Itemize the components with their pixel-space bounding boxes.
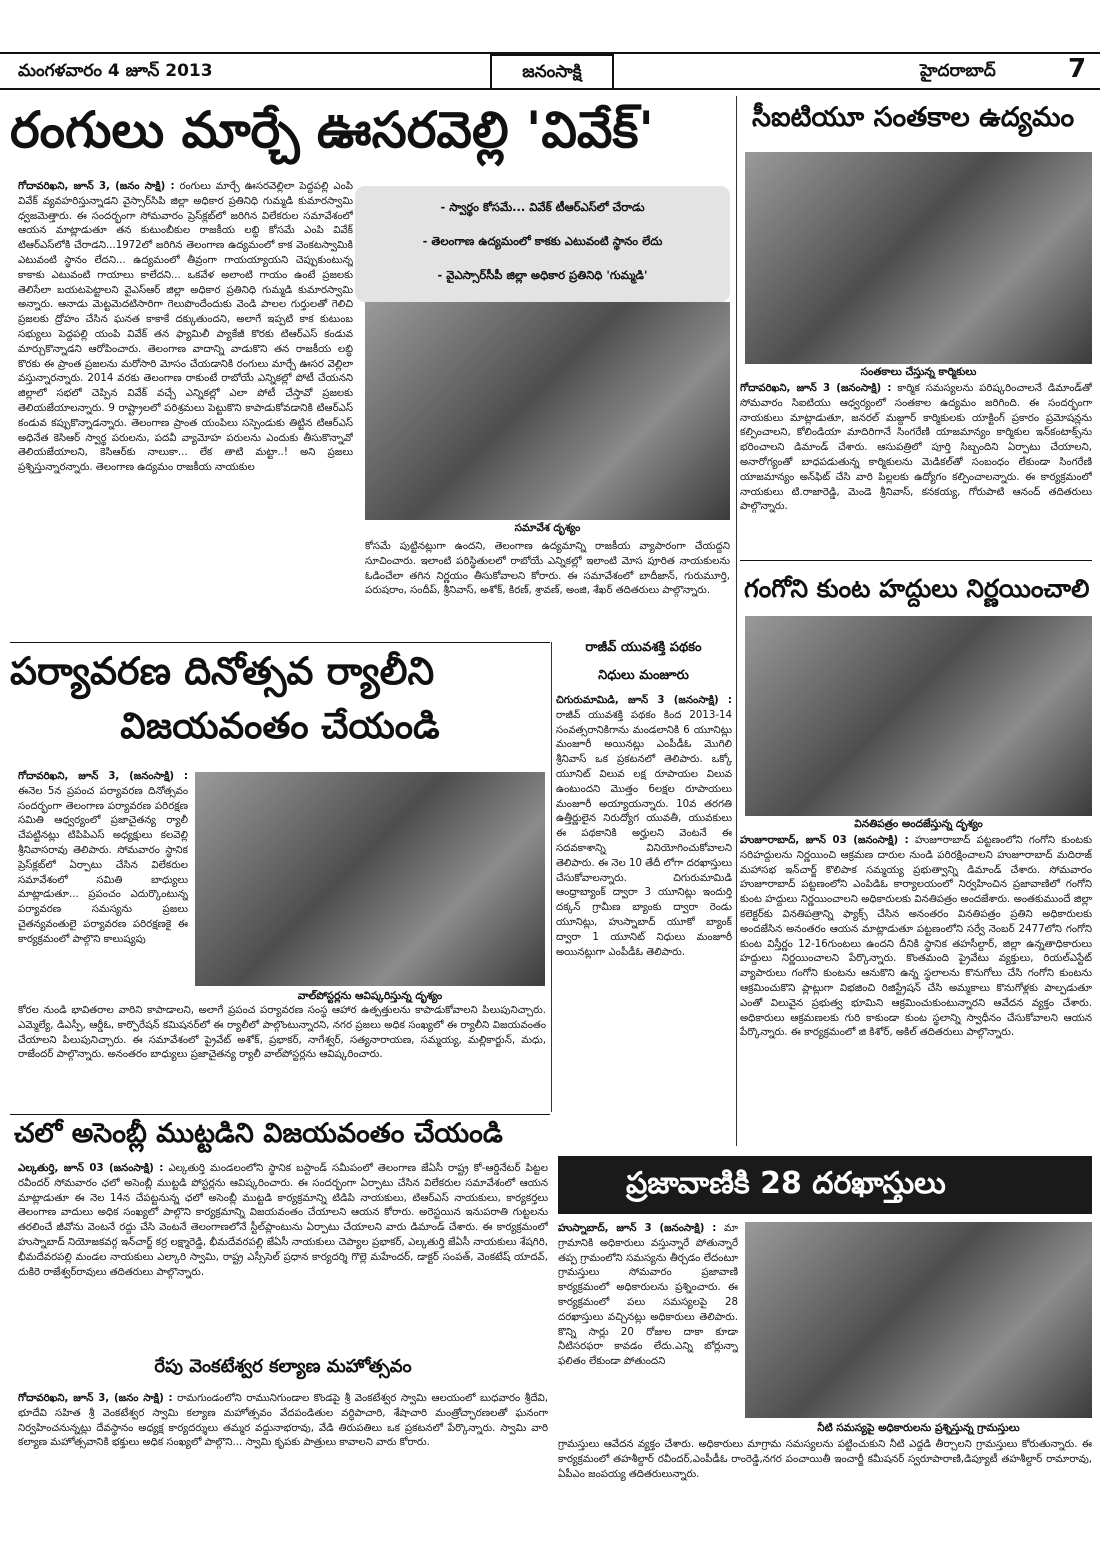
column-rule-middle bbox=[551, 642, 552, 1112]
story3-body-continued: కోరల నుండి భావితరాల వారిని కాపాడాలని, అలాగే ప్రపంచ పర్యావరణ సంస్థ ఆహార ఉత్పత్తులను కాపాడుకోవాలని పిలుపునిచ్చారు. ఎమ్మెల్యే, డిఎస్పీ, ఆర్డీఓ, కార్పొరేషన్ కమిషనర్‌లో ఈ ర్యాలీలో పాల్గొంటున్నారని, నగర ప్రజలు అధిక సంఖ్యలో ఈ ర్యాలీని విజయవంతం చేయాలని పిలుపునిచ్చారు. ఈ సమావేశంలో ప్రైవేట్ అశోక్, ప్రభాకర్, నాగేశ్వర్, సత్యనారాయణ, సమ్మయ్య, మల్లికార్జున్, మధు, రాజేందర్ పాల్గొన్నారు. అనంతరం బాధ్యులు ప్రజాచైతన్య ర్యాలీ వాల్‌పోస్టర్లను ఆవిష్కరించారు. bbox=[18, 1005, 546, 1061]
story6-dateline: ఎల్కతుర్తి, జూన్ 03 (జనంసాక్షి) : bbox=[18, 1163, 164, 1174]
story7-photo-caption: నీటి సమస్యపై అధికారులను ప్రశ్నిస్తున్న గ్రామస్తులు bbox=[817, 1422, 1020, 1434]
story3-text: ఈనెల 5న ప్రపంచ పర్యావరణ దినోత్సవం సందర్భంగా తెలంగాణ పర్యావరణ పరిరక్షణ సమితి ఆధ్వర్యంలో ప్రజాచైతన్య ర్యాలీ చేపట్టినట్లు టిపిపిఎస్ అధ్యక్షులు కలవెల్లి శ్రీనివాసరావు తెలిపారు. సోమవారం స్థానిక ప్రెస్‌క్లబ్‌లో ఏర్పాటు చేసిన విలేకరుల సమావేశంలో సమితి బాధ్యులు మాట్లాడుతూ... ప్రపంచం ఎదుర్కొంటున్న పర్యావరణ సమస్యను ప్రజలు చైతన్యవంతులై పర్యావరణ పరిరక్షణకై ఈ కార్యక్రమంలో పాల్గొని కాలుష్యపు bbox=[18, 785, 188, 945]
story3-divider bbox=[10, 642, 550, 643]
story7-headline-bar bbox=[558, 1156, 1092, 1214]
story4-title-line1: రాజీవ్ యువశక్తి పథకం bbox=[585, 640, 702, 655]
story3-photo bbox=[195, 772, 545, 986]
story5-headline: గంగోని కుంట హద్దులు నిర్ణయించాలి bbox=[744, 574, 1090, 603]
story5-photo-caption: వినతిపత్రం అందజేస్తున్న దృశ్యం bbox=[854, 818, 983, 830]
story7-text: మా గ్రామానికి అధికారులు వస్తున్నారే పోతున్నారే తప్ప గ్రామంలోని సమస్యను తీర్చడం లేదంటూ గ్రామస్తులు సోమవారం ప్రజావాణి కార్యక్రమంలో అధికారులను ప్రశ్నించారు. ఈ కార్యక్రమంలో పలు సమస్యలపై 28 దరఖాస్తులు వచ్చినట్లు అధికారులు తెలిపారు. కొన్ని సార్లు 20 రోజుల దాకా కూడా నీటిసరఫరా కావడం లేదు.ఎన్ని బోర్లున్నా ఫలితం లేకుండా పోతుందని bbox=[558, 1223, 738, 1368]
edition-city: హైదరాబాద్ bbox=[920, 61, 996, 81]
story2-divider bbox=[740, 560, 1092, 561]
story2-text: కార్మిక సమస్యలను పరిష్కరించాలనే డిమాండ్‌తో సోమవారం సిఐటియు ఆధ్వర్యంలో సంతకాల ఉద్యమం జరిగింది. ఈ సందర్భంగా నాయకులు మాట్లాడుతూ, జనరల్ మజ్దూర్ కార్మికులకు యాక్టింగ్ ప్రకారం ప్రమోషన్లను కల్పించాలని, కోలిండియా మాదిరిగానే సింగరేణి యాజమాన్యం కార్మికుల ఇన్‌కంటాక్స్‌ను భరించాలని డిమాండ్ చేశారు. ఆసుపత్రిలో పూర్తి సిబ్బందిని ఏర్పాటు చేయాలని, అనారోగ్యంతో బాధపడుతున్న కార్మికులను మెడికల్‌తో సంబంధం లేకుండా సింగరేణి యాజమాన్యం అన్‌ఫిట్ చేసి వారి పిల్లలకు ఉద్యోగం కల్పించాలన్నారు. ఈ కార్యక్రమంలో నాయకులు టి.రాజారెడ్డి, మెండె శ్రీనివాస్, కనకయ్య, గోరుపాటి ఆనంద్ తదితరులు పాల్గొన్నారు. bbox=[740, 383, 1092, 513]
masthead bbox=[0, 52, 1100, 88]
story3-photo-caption: వాల్‌పోస్టర్లను ఆవిష్కరిస్తున్న దృశ్యం bbox=[297, 990, 443, 1002]
story8-text: రామగుండంలోని రామునిగుండాల కొండపై శ్రీ వెంకటేశ్వర స్వామి ఆలయంలో బుధవారం శ్రీదేవి, భూదేవి సహిత శ్రీ వెంకటేశ్వర స్వామి కల్యాణ మహోత్సవం వేదపండితుల వర్ధిపాచారి, శేషాచారి మంత్రోచ్ఛారణలతో ఘనంగా నిర్వహించనున్నట్లు దేవస్థానం అధ్యక్ష కార్యదర్శులు తమ్మర వద్దునాభరావు, వేడి తిరుపతిలు ఒక ప్రకటనలో పేర్కొన్నారు. స్వామి వారి కల్యాణ మహోత్సవానికి భక్తులు అధిక సంఖ్యలో పాల్గొని... స్వామి కృపకు పాత్రులు కావాలని వారు కోరారు. bbox=[18, 1393, 548, 1449]
story3-headline-line2: విజయవంతం చేయండి bbox=[120, 706, 440, 747]
story2-headline: సీఐటియూ సంతకాల ఉద్యమం bbox=[752, 102, 1075, 133]
story7-dateline: హుస్నాబాద్, జూన్ 3 (జనంసాక్షి) : bbox=[558, 1223, 717, 1234]
story3-headline-line1: పర్యావరణ దినోత్సవ ర్యాలీని bbox=[10, 649, 435, 693]
story2-body bbox=[740, 382, 1092, 546]
story4-title-line2: నిధులు మంజూరు bbox=[598, 668, 689, 683]
story1-photo bbox=[365, 302, 730, 520]
story6-divider bbox=[10, 1114, 550, 1115]
story1-body bbox=[18, 180, 353, 636]
issue-date: మంగళవారం 4 జూన్ 2013 bbox=[18, 61, 213, 81]
story8-body bbox=[18, 1392, 548, 1502]
story8-dateline: గోదావరిఖని, జూన్ 3, (జనం సాక్షి) : bbox=[18, 1393, 173, 1404]
story1-dateline: గోదావరిఖని, జూన్ 3, (జనం సాక్షి) : bbox=[18, 181, 175, 192]
story3-dateline: గోదావరిఖని, జూన్ 3, (జనంసాక్షి) : bbox=[18, 771, 188, 782]
story4-body bbox=[556, 694, 732, 1138]
story7-headline: ప్రజావాణికి 28 దరఖాస్తులు bbox=[626, 1166, 946, 1201]
story6-body bbox=[18, 1162, 548, 1352]
story6-text: ఎల్కతుర్తి మండలంలోని స్థానిక బస్టాండ్ సమీపంలో తెలంగాణ జేఏసీ రాష్ట్ర కో-ఆర్డినేటర్ పిట్టల రవీందర్ సోమవారం ఛలో అసెంబ్లీ ముట్టడి పోస్టర్లను ఆవిష్కరించారు. ఈ సందర్భంగా ఏర్పాటు చేసిన విలేకరుల సమావేశంలో ఆయన మాట్లాడుతూ ఈ నెల 14న చేపట్టనున్న ఛలో అసెంబ్లీ ముట్టడి కార్యక్రమాన్ని టిడిపి నాయకులు, టిఆర్ఎస్ నాయకులు, కార్యకర్తలు తెలంగాణ వాదులు అధిక సంఖ్యలో పాల్గొని కార్యక్రమాన్ని విజయవంతం చేయాలని ఆయన కోరారు. అరెస్టయిన ఇనుపరాతి గుట్టలను తరలించే జీవోను వెంటనే రద్దు చేసి వెంటనే తెలంగాణలోనే స్టీల్‌ప్లాంటును ఏర్పాటు చేయాలని వారు డిమాండ్ చేశారు. ఈ కార్యక్రమంలో హుస్నాబాద్ నియోజకవర్గ ఇన్‌చార్జ్ కర్ర లక్ష్మారెడ్డి, భీమదేవరపల్లి జేఏసీ నాయకులు చెప్యాల ప్రభాకర్, ఎల్కతుర్తి జేఏసీ నాయకులు శేషగిరి, భీమదేవరపల్లి మండల నాయకులు ఎల్కారి స్వామి, రాష్ట్ర ఎస్సీసెల్ ప్రధాన కార్యదర్శి గొల్లె మహేందర్, డాక్టర్ సంపత్, వెంకటేష్ యాదవ్, దుకిరె రాజేశ్వర్‌రావులు తదితరులు పాల్గొన్నారు. bbox=[18, 1163, 548, 1278]
column-rule-right bbox=[736, 96, 737, 1146]
story5-dateline: హుజూరాబాద్, జూన్ 03 (జనంసాక్షి) : bbox=[740, 835, 909, 846]
story1-quote-1: - స్వార్థం కోసమే... వివేక్ టీఆర్ఎస్‌లో చేరాడు bbox=[440, 200, 645, 214]
story5-text: హుజూరాబాద్ పట్టణంలోని గంగోని కుంటకు సరిహద్దులను నిర్ణయించి ఆక్రమణ దారుల నుండి పరిరక్షించాలని హుజూరాబాద్ మదిరాజ్ మహాసభ ఇన్‌చార్జ్ కొలిపాక సమ్మయ్య ప్రభుత్వాన్ని డిమాండ్ చేశారు. సోమవారం హుజూరాబాద్ పట్టణంలోని ఎంపిడిఓ కార్యాలయంలో నిర్వహించిన ప్రజావాణిలో గంగోని కుంట హద్దులు నిర్ణయించాలని అధికారులకు వినతిపత్రం అందజేశారు. అంతకుముందే జిల్లా కలెక్టర్‌కు వినతిపత్రాన్ని ఫ్యాక్స్ చేసిన అనంతరం వినతిపత్రం ప్రతిని అధికారులకు అందజేసిన అనంతరం ఆయన మాట్లాడుతూ పట్టణంలోని సర్వే నెంబర్ 2477లోని గంగోని కుంట విస్తీర్ణం 12-16గుంటలు ఉందని దీనికి స్థానిక తహసీల్దార్, జిల్లా ఉన్నతాధికారులు హద్దులు నిర్ణయించాలని పేర్కొన్నారు. కొంతమంది ప్రైవేటు వ్యక్తులు, రియల్‌ఎస్టేట్ వ్యాపారులు గంగోని కుంటను ఆనుకొని ఉన్న స్థలాలను కొనుగోలు చేసి గంగోని కుంటను ఆక్రమించుకొని ప్లాట్లుగా విభజించి రిజిస్ట్రేషన్ చేసి అమ్మకాలు కొనుగోళ్లకు పాల్పడుతూ ఎంతో విలువైన ప్రభుత్వ భూమిని ఆక్రమించుకుంటున్నారని ఆవేదన వ్యక్తం చేశారు. అధికారులు ఆక్రమణలకు గురి కాకుండా కుంట స్థలాన్ని స్వాధీనం చేసుకోవాలని ఆయన పేర్కొన్నారు. ఈ కార్యక్రమంలో జి కిశోర్, అకిల్ తదితరులు పాల్గొన్నారు. bbox=[740, 835, 1092, 1039]
story1-quote-box bbox=[355, 186, 730, 302]
story1-body-continued: కోసమే పుట్టినట్లుగా ఉందని, తెలంగాణ ఉద్యమాన్ని రాజకీయ వ్యాపారంగా చేయద్దని సూచించారు. ఇలాంటి పరిస్థితులలో రాబోయే ఎన్నికల్లో ఇలాంటి మోస పూరిత నాయకులను ఓడించేలా తగిన నిర్ణయం తీసుకోవాలని కోరారు. ఈ సమావేశంలో బాదీజాన్, గురుమూర్తి, పరుషరాం, సందీప్, శ్రీనివాస్, అశోక్, కిరణ్, శ్రావణ్, అంజి, శేఖర్ తదితరులు పాల్గొన్నారు. bbox=[365, 541, 730, 597]
page-number: 7 bbox=[1068, 54, 1087, 84]
story1-quote-2: - తెలంగాణ ఉద్యమంలో కాకకు ఎటువంటి స్థానం లేదు bbox=[422, 234, 663, 248]
masthead-bottom-rule bbox=[0, 88, 1100, 90]
story1-photo-caption: సమావేశ దృశ్యం bbox=[514, 522, 581, 534]
story5-body bbox=[740, 834, 1092, 1140]
story1-text: రంగులు మార్చే ఊసరవెల్లిలా పెద్దపల్లి ఎంపి వివేక్ వ్యవహరిస్తున్నాడని వైస్సార్‌సిపి జిల్లా అధికార ప్రతినిధి గుమ్మడి కుమారస్వామి ధ్వజమెత్తారు. ఈ సందర్భంగా సోమవారం ప్రెస్‌క్లబ్‌లో జరిగిన విలేకరుల సమావేశంలో ఆయన మాట్లాడుతూ తన కుటుంబీకుల రాజకీయ లబ్ధి కోసమే ఎంపి వివేక్ టిఆర్ఎస్‌లోకి చేరాడని...1972లో జరిగిన తెలంగాణ ఉద్యమంలో కాక వెంకటస్వామికి ఎటువంటి స్థానం లేదని... ఉద్యమంలో తీవ్రంగా గాయయ్యాయని చెప్పుకుంటున్న కాకాకు ఎటువంటి గాయాలు కాలేదని... ఒకవేళ అలాంటి గాయం ఉంటే ప్రజలకు తెలిసేలా బయటపెట్టాలని వైఎస్ఆర్ జిల్లా అధికార ప్రతినిధి గుమ్మడి కుమారస్వామి అన్నారు. ఆనాడు మెట్టమెదటిసారిగా గెలుపొందేందుకు వెండి పాలల గుర్తులతో గెలిచి ప్రజలకు ద్రోహం చేసిన ఘనత కాకాకే దక్కుతుందని, అలాగే ఇప్పటి కాక కుటుంబ సభ్యులు పెద్దపల్లి యంపి వివేక్ తన ఫ్యామిలీ ప్యాకేజీ కొరకు టిఆర్ఎస్ కండువ మార్చుకొన్నాడని ఆరోపించారు. తెలంగాణ వాదాన్ని వాడుకొని తన రాజకీయ లబ్ధి కొరకు ఈ ప్రాంత ప్రజలను మరోసారి మోసం చేయడానికి రంగులు మార్చే ఊసర వెల్లిలా వస్తున్నారన్నారు. 2014 వరకు తెలంగాణ రాకుంటే రాబోయే ఎన్నికల్లో పోటీ చేయనని జిల్లాలో సభలో చెప్పిన వివేక్ వచ్చే ఎన్నికల్లో ఎలా పోటీ చేస్తావో ప్రజలకు తెలియజేయాలన్నారు. 9 రాష్ట్రాలలో పరిశ్రమలు పెట్టుకొని కాపాడుకోవడానికి టిఆర్ఎస్ కండువ కప్పుకొన్నాడన్నారు. తెలంగాణ ప్రాంత యంపిలు సస్పెండుకు తిట్టిన టిఆర్ఎస్ అధినేత కెసిఆర్ స్వార్థ పరులను, పదవీ వ్యామోహ పరులను ఎందుకు తీసుకొన్నావో తెలియజేయాలని, కెసిఆర్‌కు నాలుకా... లేక తాటి మట్టా..! అని ప్రజలు ప్రశ్నిస్తున్నారన్నారు. తెలంగాణ ఉద్యమం రాజకీయ నాయకుల bbox=[18, 181, 353, 474]
newspaper-logo: జనంసాక్షి bbox=[490, 54, 614, 90]
story3-body bbox=[18, 770, 188, 1002]
story4-dateline: చిగురుమామిడి, జూన్ 3 (జనంసాక్షి) : bbox=[556, 695, 732, 706]
story7-photo bbox=[745, 1222, 1092, 1418]
story2-photo bbox=[745, 152, 1092, 364]
story6-headline: చలో అసెంబ్లీ ముట్టడిని విజయవంతం చేయండి bbox=[14, 1118, 503, 1149]
story2-photo-caption: సంతకాలు చేస్తున్న కార్మికులు bbox=[860, 366, 977, 378]
story7-body bbox=[558, 1222, 738, 1420]
story5-photo bbox=[745, 616, 1092, 816]
story4-text: రాజీవ్ యువశక్తి పథకం కింద 2013-14 సంవత్సరానికిగాను మండలానికి 6 యూనిట్లు మంజూరీ అయినట్లు ఎంపీడీఓ మొగిలి శ్రీనివాస్ ఒక ప్రకటనలో తెలిపారు. ఒక్కో యూనిట్ విలువ లక్ష రూపాయల విలువ ఉంటుందని మొత్తం 6లక్షల రూపాయలు మంజూరీ అయ్యాయన్నారు. 10వ తరగతి ఉత్తీర్ణులైన నిరుద్యోగ యువతీ, యువకులు ఈ పథకానికి అర్హులని వెంటనే ఈ సదవకాశాన్ని వినియోగించుకోవాలని తెలిపారు. ఈ నెల 10 తేదీ లోగా దరఖాస్తులు చేసుకోవాలన్నారు. చిగురుమామిడి ఆంధ్రాబ్యాంక్ ద్వారా 3 యూనిట్లు ఇందుర్తి దక్కన్ గ్రామీణ బ్యాంకు ద్వారా రెండు యూనిట్లు, హుస్నాబాద్ యూకో బ్యాంక్ ద్వారా 1 యూనిట్ నిధులు మంజూరీ అయినట్లుగా ఎంపీడీఓ తెలిపారు. bbox=[556, 709, 732, 958]
story7-body-continued: గ్రామస్తులు ఆవేదన వ్యక్తం చేశారు. అధికారులు మాగ్రామ సమస్యలను పట్టించుకుని నీటి ఎద్దడి తీర్చాలని గ్రామస్తులు కోరుతున్నారు. ఈ కార్యక్రమంలో తహశీల్దార్ రవీందర్,ఎంపీడీఓ రాంరెడ్డి,నగర పంచాయితీ ఇంచార్జీ కమీషనర్ స్వరూపారాణి,డిప్యూటీ తహశీల్దార్ రామారావు, ఏపీఎం జంపయ్య తదితరులున్నారు. bbox=[558, 1439, 1092, 1480]
story1-headline: రంగులు మార్చే ఊసరవెల్లి 'వివేక్' bbox=[10, 101, 654, 159]
story8-headline: రేపు వెంకటేశ్వర కల్యాణ మహోత్సవం bbox=[154, 1356, 412, 1377]
story2-dateline: గోదావరిఖని, జూన్ 3 (జనంసాక్షి) : bbox=[740, 383, 892, 394]
story1-quote-3: - వైఎస్సార్‌సీపీ జిల్లా అధికార ప్రతినిధి 'గుమ్మడి' bbox=[437, 268, 648, 282]
